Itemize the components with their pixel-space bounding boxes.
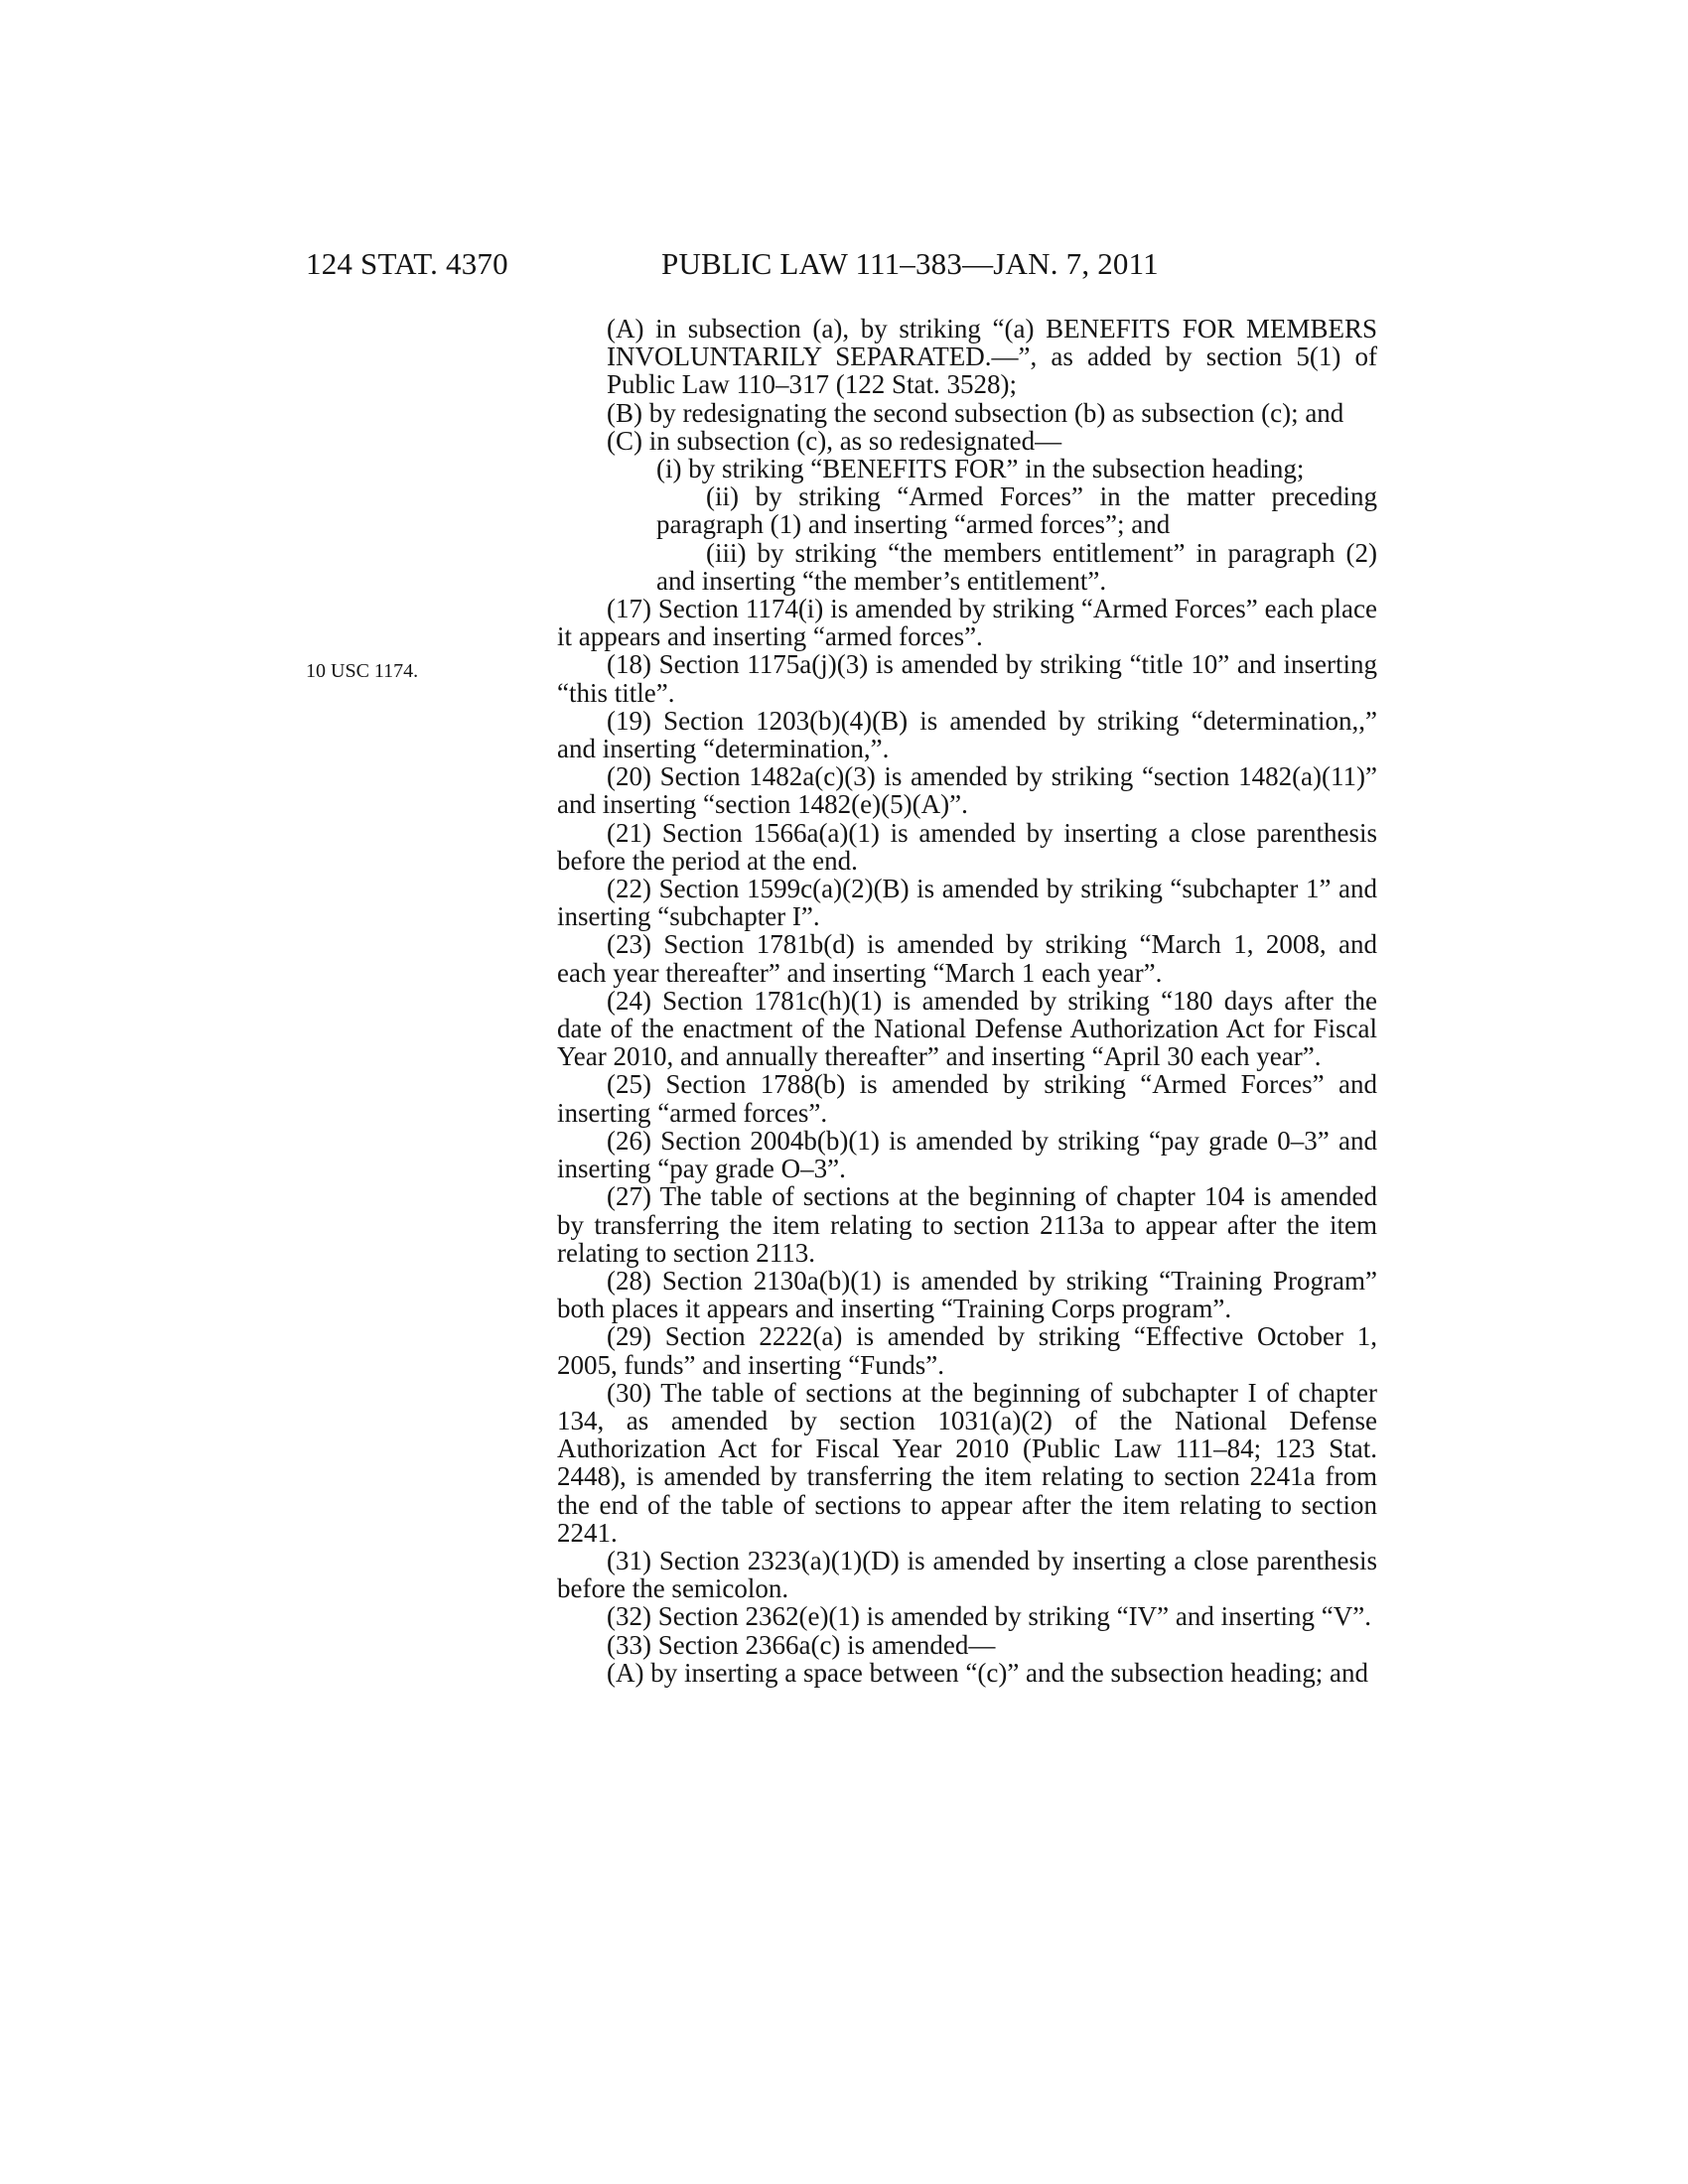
paragraph: (22) Section 1599c(a)(2)(B) is amended by striking “subchapter 1” and inserting “subchapter I”. <box>557 874 1377 932</box>
paragraph: (33) Section 2366a(c) is amended— <box>607 1629 996 1660</box>
paragraph: (24) Section 1781c(h)(1) is amended by striking “180 days after the date of the enactment of the National Defense Authorization Act for Fiscal Year 2010, and annually thereafter” and inserting “April 30 each year”. <box>557 985 1377 1072</box>
paragraph: (C) in subsection (c), as so redesignated— <box>607 425 1062 456</box>
paragraph: (30) The table of sections at the beginning of subchapter I of chapter 134, as amended by section 1031(a)(2) of the National Defense Authorization Act for Fiscal Year 2010 (Public Law 111–84; 123 Stat. 2448), is amended by transferring the item relating to section 2241a from the end of the table of sections to appear after the item relating to section 2241. <box>557 1377 1377 1548</box>
paragraph: (32) Section 2362(e)(1) is amended by striking “IV” and inserting “V”. <box>607 1601 1372 1632</box>
paragraph: (B) by redesignating the second subsection (b) as subsection (c); and <box>607 397 1344 428</box>
paragraph: (ii) by striking “Armed Forces” in the matter preceding paragraph (1) and inserting “armed forces”; and <box>656 481 1377 540</box>
paragraph: (31) Section 2323(a)(1)(D) is amended by inserting a close parenthesis before the semicolon. <box>557 1545 1377 1604</box>
paragraph: (20) Section 1482a(c)(3) is amended by striking “section 1482(a)(11)” and inserting “section 1482(e)(5)(A)”. <box>557 761 1377 820</box>
paragraph: (A) by inserting a space between “(c)” and the subsection heading; and <box>607 1657 1368 1688</box>
paragraph: (21) Section 1566a(a)(1) is amended by inserting a close parenthesis before the period at the end. <box>557 817 1377 876</box>
paragraph: (17) Section 1174(i) is amended by striking “Armed Forces” each place it appears and inserting “armed forces”. <box>557 594 1377 652</box>
paragraph: (28) Section 2130a(b)(1) is amended by striking “Training Program” both places it appears and inserting “Training Corps program”. <box>557 1265 1377 1324</box>
paragraph: (iii) by striking “the members entitlement” in paragraph (2) and inserting “the member’s entitlement”. <box>656 537 1377 596</box>
running-header-title: PUBLIC LAW 111–383—JAN. 7, 2011 <box>661 246 1159 281</box>
paragraph: (26) Section 2004b(b)(1) is amended by striking “pay grade 0–3” and inserting “pay grade O–3”. <box>557 1125 1377 1184</box>
paragraph: (29) Section 2222(a) is amended by striking “Effective October 1, 2005, funds” and inserting “Funds”. <box>557 1321 1377 1380</box>
paragraph: (A) in subsection (a), by striking “(a) BENEFITS FOR MEMBERS INVOLUNTARILY SEPARATED.—”, as added by section 5(1) of Public Law 110–317 (122 Stat. 3528); <box>607 314 1377 400</box>
document-body <box>557 315 1377 1687</box>
stat-page-number: 124 STAT. 4370 <box>306 246 508 281</box>
paragraph: (18) Section 1175a(j)(3) is amended by striking “title 10” and inserting “this title”. <box>557 649 1377 708</box>
paragraph: (23) Section 1781b(d) is amended by striking “March 1, 2008, and each year thereafter” and inserting “March 1 each year”. <box>557 929 1377 988</box>
paragraph: (25) Section 1788(b) is amended by striking “Armed Forces” and inserting “armed forces”. <box>557 1069 1377 1128</box>
paragraph: (19) Section 1203(b)(4)(B) is amended by striking “determination,,” and inserting “determination,”. <box>557 705 1377 764</box>
paragraph: (i) by striking “BENEFITS FOR” in the subsection heading; <box>656 454 1305 484</box>
margin-citation-note: 10 USC 1174. <box>306 660 419 682</box>
paragraph: (27) The table of sections at the beginning of chapter 104 is amended by transferring the item relating to section 2113a to appear after the item relating to section 2113. <box>557 1181 1377 1268</box>
